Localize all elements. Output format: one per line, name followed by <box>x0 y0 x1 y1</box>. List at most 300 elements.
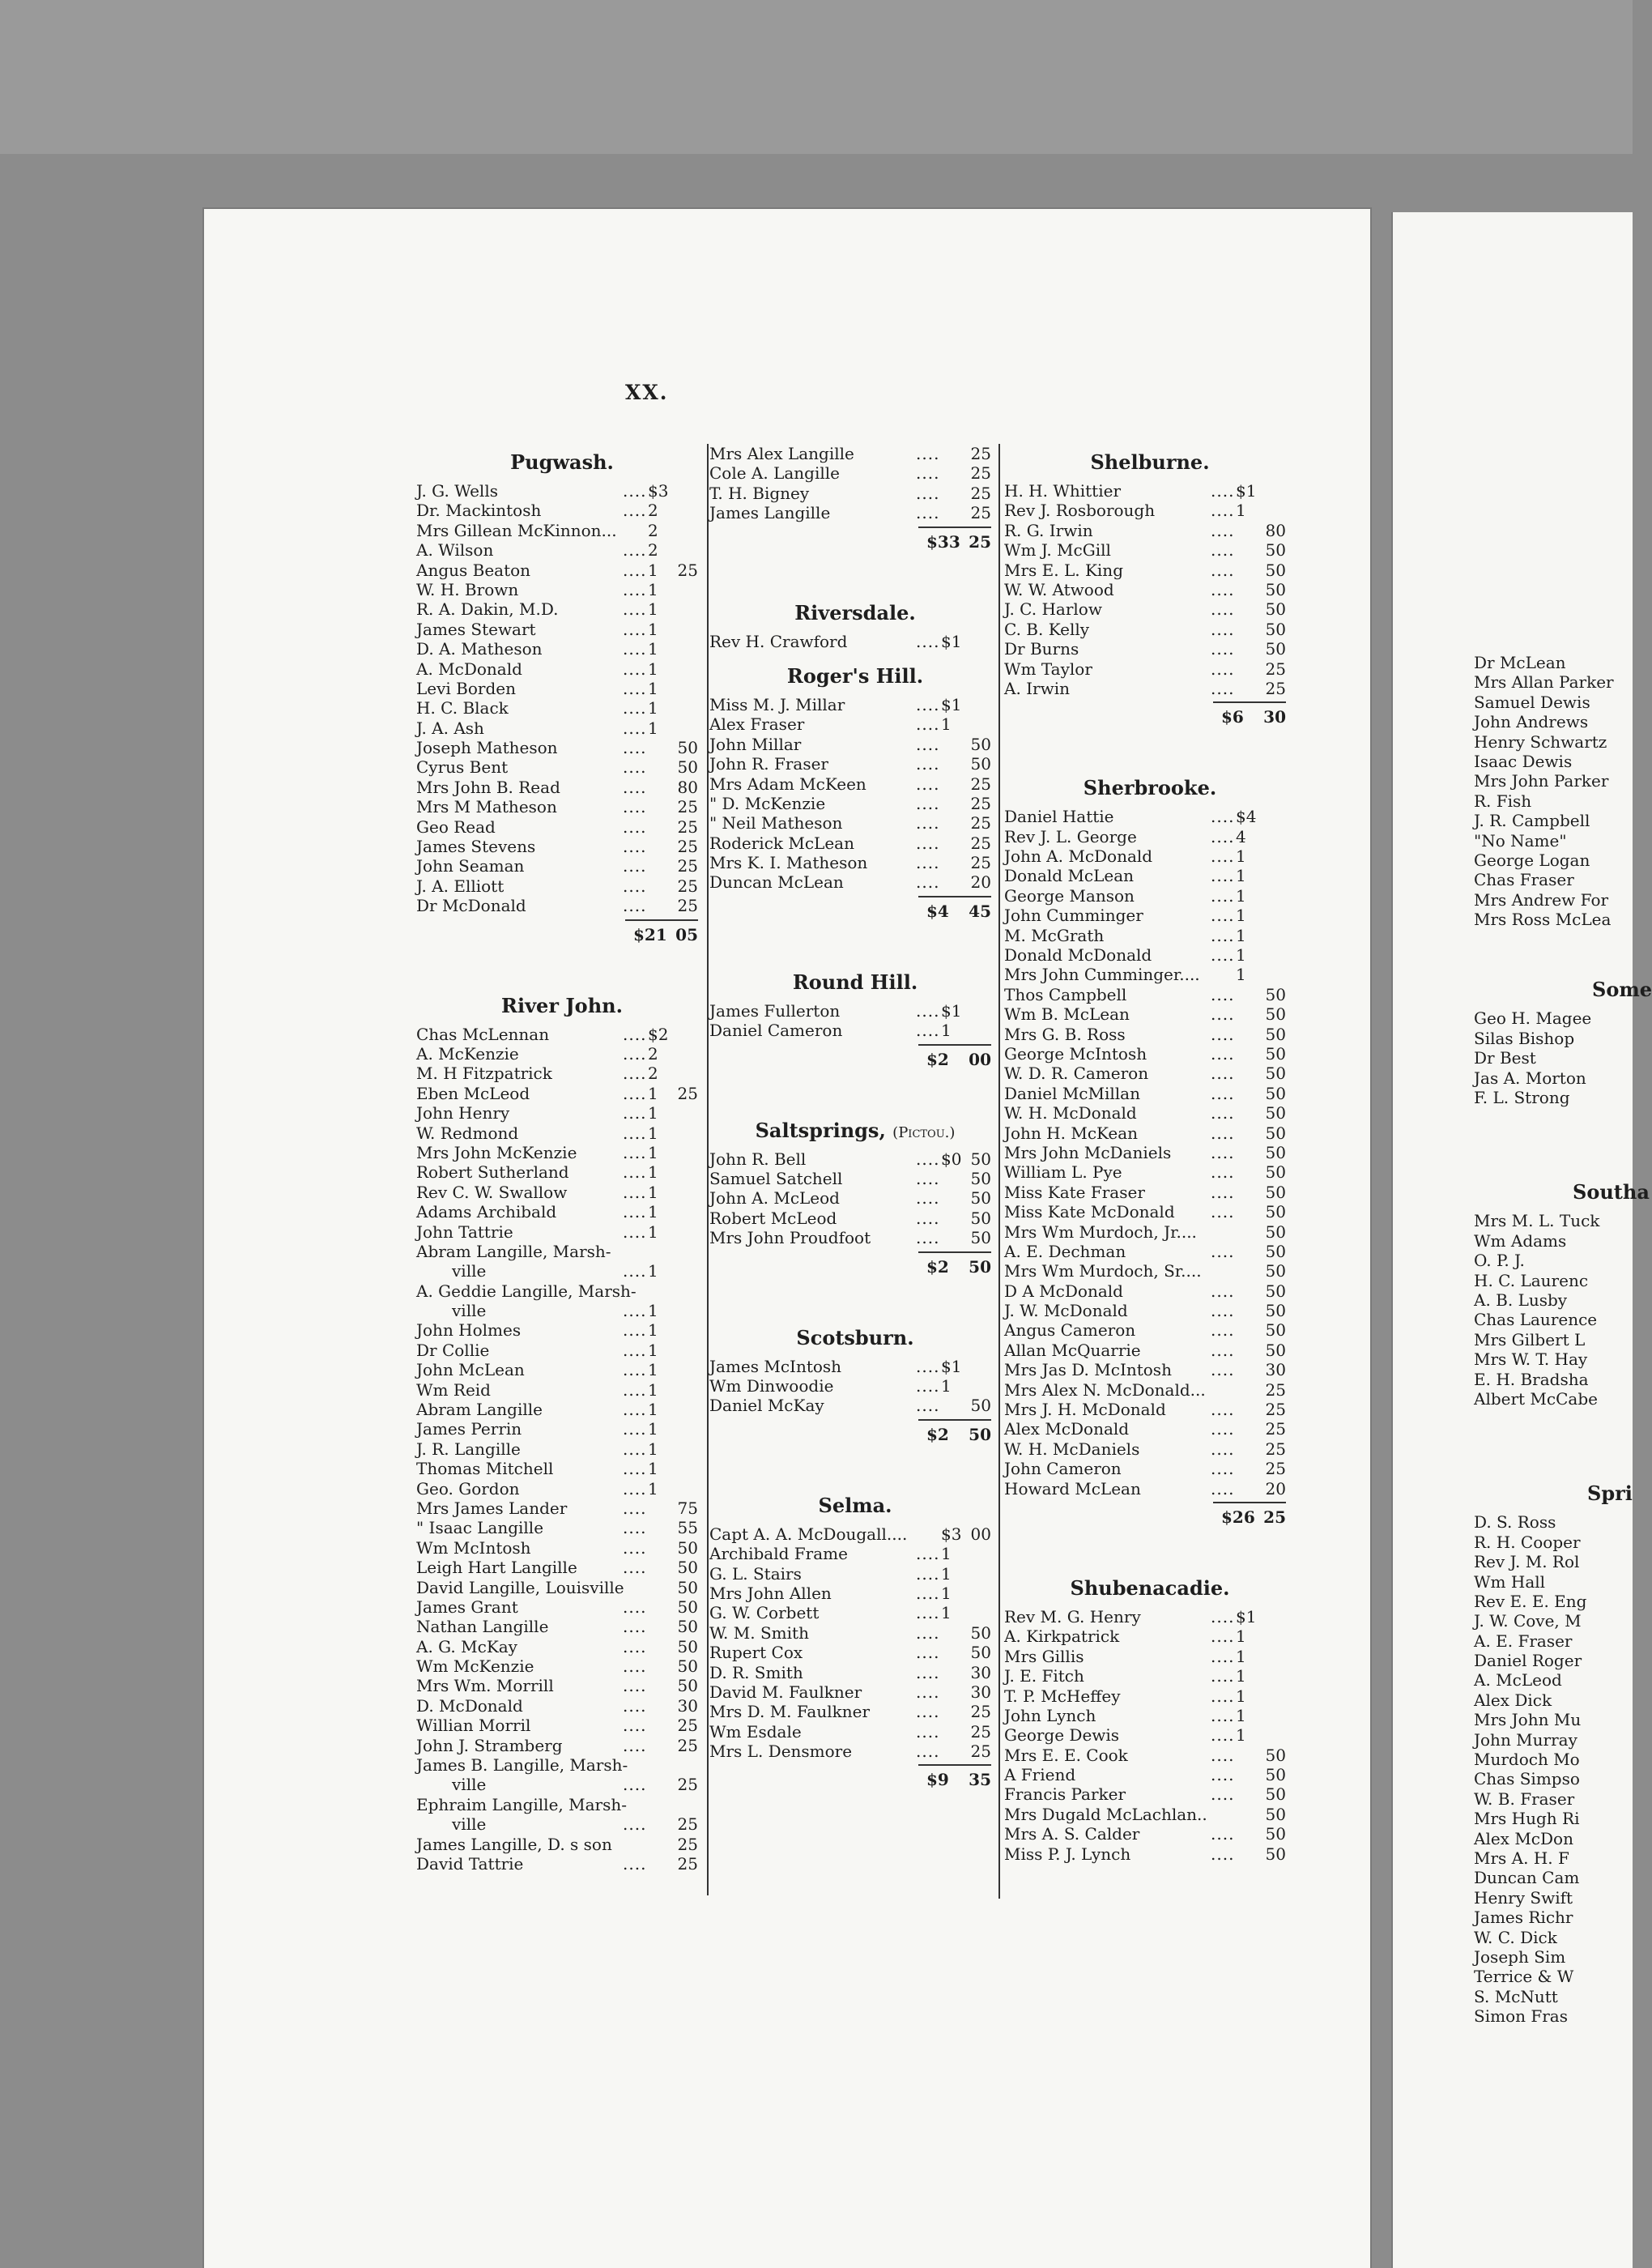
amount-cents: 50 <box>970 1643 991 1663</box>
amount-cents: 50 <box>1265 1745 1286 1765</box>
leader-dots: .... <box>623 698 647 718</box>
subscriber-name: Mrs Jas D. McIntosh <box>1004 1360 1172 1380</box>
subscriber-name: Alex McDon <box>1474 1828 1573 1848</box>
total-rule <box>1213 1502 1286 1503</box>
subscriber-name: Geo H. Magee <box>1474 1008 1592 1029</box>
amount-cents: 50 <box>1265 1221 1286 1242</box>
subscriber-row <box>416 1814 708 1834</box>
subscriber-name: D. R. Smith <box>709 1662 803 1682</box>
leader-dots: .... <box>623 1537 647 1558</box>
amount-dollars: 1 <box>1236 1626 1246 1647</box>
subscriber-row <box>709 1001 1001 1021</box>
subscriber-name: Francis Parker <box>1004 1784 1126 1805</box>
subscription-section <box>709 1326 1001 1481</box>
subscriber-name: Mrs E. L. King <box>1004 560 1123 580</box>
amount-dollars: 1 <box>1236 1725 1246 1746</box>
subscriber-name: Mrs John B. Read <box>416 777 560 797</box>
leader-dots: .... <box>1211 1478 1235 1498</box>
leader-dots: .... <box>1211 1043 1235 1064</box>
leader-dots: .... <box>623 1676 647 1696</box>
amount-dollars: $4 <box>1236 807 1257 827</box>
subscriber-name: John A. McLeod <box>709 1188 840 1209</box>
subscriber-name: Howard McLean <box>1004 1478 1141 1498</box>
amount-cents: 25 <box>677 1716 698 1736</box>
subscriber-row <box>1004 1419 1296 1439</box>
subscriber-name: Geo. Gordon <box>416 1478 520 1498</box>
subscriber-name: Chas Laurence <box>1474 1310 1598 1330</box>
subscriber-row <box>416 1736 708 1755</box>
subscriber-name: Angus Beaton <box>416 560 531 580</box>
subscriber-name: Eben McLeod <box>416 1083 530 1103</box>
amount-dollars: 2 <box>648 1064 658 1084</box>
subscriber-name: John R. Bell <box>709 1149 807 1169</box>
amount-dollars: $1 <box>941 631 962 651</box>
amount-dollars: 2 <box>648 540 658 561</box>
amount-cents: 50 <box>1265 599 1286 620</box>
subscriber-row <box>1004 1222 1296 1242</box>
page-number: XX. <box>625 381 669 404</box>
subscriber-row <box>1004 1064 1296 1083</box>
amount-dollars: 1 <box>1236 1686 1246 1706</box>
leader-dots: .... <box>916 1396 940 1416</box>
subscriber-row <box>709 1396 1001 1415</box>
subscriber-row <box>709 1149 1001 1169</box>
subscriber-row <box>416 599 708 619</box>
leader-dots: .... <box>623 1379 647 1400</box>
section-total <box>1004 706 1296 727</box>
amount-cents: 25 <box>970 774 991 794</box>
subscriber-name: Leigh Hart Langille <box>416 1558 577 1578</box>
subscriber-name: Angus Cameron <box>1004 1320 1136 1341</box>
leader-dots: .... <box>1211 885 1235 906</box>
subscriber-name: Albert McCabe <box>1474 1388 1598 1409</box>
leader-dots: .... <box>916 444 940 463</box>
leader-dots: .... <box>1211 1765 1235 1785</box>
subscriber-row <box>416 1419 708 1439</box>
subscriber-row <box>709 1169 1001 1188</box>
amount-cents: 50 <box>1265 1281 1286 1301</box>
subscriber-row <box>416 1380 708 1400</box>
subscriber-row <box>709 1209 1001 1228</box>
amount-cents: 30 <box>970 1662 991 1682</box>
amount-cents: 25 <box>677 1735 698 1755</box>
amount-dollars: 1 <box>648 1379 658 1400</box>
amount-cents: 25 <box>1265 1459 1286 1479</box>
amount-cents: 50 <box>1265 1202 1286 1222</box>
leader-dots: .... <box>623 1360 647 1380</box>
subscriber-name: James Grant <box>416 1597 518 1617</box>
subscriber-row <box>709 1682 1001 1702</box>
amount-dollars: 1 <box>941 1563 952 1584</box>
leader-dots: .... <box>916 1702 940 1722</box>
subscriber-row <box>1004 1765 1296 1784</box>
subscriber-row <box>416 876 708 896</box>
subscriber-name: Joseph Matheson <box>416 738 558 758</box>
leader-dots: .... <box>1211 1439 1235 1459</box>
subscriber-name: Dr Best <box>1474 1048 1536 1068</box>
subscriber-row <box>416 1518 708 1537</box>
subscriber-name: Wm B. McLean <box>1004 1004 1130 1025</box>
section-total <box>709 1769 1001 1790</box>
subscriber-name: R. A. Dakin, M.D. <box>416 599 559 620</box>
amount-cents: 50 <box>677 1597 698 1617</box>
subscriber-row <box>416 1261 708 1281</box>
subscriber-row <box>709 813 1001 833</box>
subscriber-name: Mrs Alex Langille <box>709 444 854 463</box>
amount-cents: 20 <box>970 872 991 893</box>
amount-cents: 50 <box>1265 1784 1286 1805</box>
amount-dollars: $1 <box>941 694 962 714</box>
subscriber-name: W. H. Brown <box>416 579 519 599</box>
subscriber-name: Mrs John Cumminger.... <box>1004 965 1200 985</box>
subscriber-name: A. E. Fraser <box>1474 1631 1573 1651</box>
subscriber-row <box>416 1025 708 1044</box>
leader-dots: .... <box>623 1478 647 1498</box>
leader-dots: .... <box>916 714 940 735</box>
amount-cents: 20 <box>1265 1478 1286 1498</box>
subscriber-name: Daniel Hattie <box>1004 807 1114 827</box>
subscriber-name: Dr Collie <box>416 1340 490 1360</box>
amount-dollars: 1 <box>648 1142 658 1162</box>
leader-dots: .... <box>623 1261 647 1281</box>
subscriber-row <box>709 503 1001 522</box>
subscriber-name: John J. Stramberg <box>416 1735 563 1755</box>
total-rule <box>918 526 991 528</box>
leader-dots: .... <box>1211 1459 1235 1479</box>
leader-dots: .... <box>623 1814 647 1835</box>
subscriber-row <box>416 580 708 599</box>
amount-cents: 25 <box>677 797 698 817</box>
amount-dollars: $1 <box>1236 1606 1257 1626</box>
amount-dollars: $1 <box>941 1356 962 1376</box>
leader-dots: .... <box>1211 1162 1235 1183</box>
subscriber-row <box>1004 886 1296 906</box>
subscriber-name: John Cameron <box>1004 1459 1122 1479</box>
leader-dots: .... <box>1211 659 1235 679</box>
subscriber-name: Silas Bishop <box>1474 1028 1575 1048</box>
leader-dots: .... <box>623 1636 647 1656</box>
total-cents: 00 <box>969 1049 991 1069</box>
amount-cents: 55 <box>677 1518 698 1538</box>
amount-dollars: 1 <box>648 678 658 698</box>
subscriber-row <box>416 778 708 797</box>
subscriber-row <box>709 484 1001 503</box>
subscriber-row <box>416 1578 708 1597</box>
leader-dots: .... <box>623 1221 647 1242</box>
subscriber-row <box>1004 1439 1296 1459</box>
amount-dollars: 1 <box>1236 885 1246 906</box>
leader-dots: .... <box>916 503 940 523</box>
leader-dots: .... <box>623 1597 647 1617</box>
amount-cents: 50 <box>677 1636 698 1656</box>
leader-dots: .... <box>623 1142 647 1162</box>
subscriber-name: A. B. Lusby <box>1474 1290 1568 1310</box>
leader-dots: .... <box>623 1775 647 1795</box>
subscriber-name: Rev M. G. Henry <box>1004 1606 1141 1626</box>
amount-dollars: 1 <box>1236 1646 1246 1666</box>
subscriber-name: John A. McDonald <box>1004 846 1153 867</box>
amount-dollars: 1 <box>648 560 658 580</box>
amount-cents: 50 <box>677 1676 698 1696</box>
total-dollars: $9 <box>926 1770 949 1790</box>
subscription-section <box>709 664 1001 957</box>
leader-dots: .... <box>623 1656 647 1677</box>
subscriber-row <box>1004 945 1296 965</box>
subscriber-name: A Friend <box>1004 1765 1076 1785</box>
amount-dollars: 1 <box>648 1478 658 1498</box>
section-total <box>709 1049 1001 1070</box>
amount-cents: 50 <box>677 738 698 758</box>
subscriber-name: Daniel McKay <box>709 1396 824 1416</box>
subscriber-row <box>416 856 708 876</box>
subscription-section <box>1004 776 1296 1563</box>
amount-cents: 25 <box>970 1702 991 1722</box>
subscriber-row <box>416 639 708 659</box>
subscriber-name: ville <box>452 1261 487 1281</box>
subscriber-row <box>1004 659 1296 679</box>
amount-dollars: $2 <box>648 1024 669 1044</box>
subscriber-name: Cole A. Langille <box>709 463 841 484</box>
amount-dollars: 1 <box>648 1221 658 1242</box>
amount-cents: 50 <box>1265 1083 1286 1103</box>
subscriber-row <box>1004 1844 1296 1864</box>
subscriber-name: Joseph Sim <box>1474 1946 1566 1967</box>
leader-dots: .... <box>916 853 940 873</box>
leader-dots: .... <box>623 1182 647 1202</box>
subscriber-name: Simon Fras <box>1474 2006 1568 2027</box>
amount-cents: 30 <box>1265 1360 1286 1380</box>
leader-dots: .... <box>916 1563 940 1584</box>
amount-cents: 50 <box>1265 1320 1286 1341</box>
amount-cents: 25 <box>970 463 991 484</box>
leader-dots: .... <box>1211 1686 1235 1706</box>
leader-dots: .... <box>916 774 940 794</box>
subscriber-name: Mrs Gillis <box>1004 1646 1084 1666</box>
subscriber-name: Mrs Andrew For <box>1474 889 1609 910</box>
section-total <box>1004 1507 1296 1528</box>
subscriber-name: A. E. Dechman <box>1004 1241 1126 1261</box>
leader-dots: .... <box>1211 1784 1235 1805</box>
total-dollars: $2 <box>926 1049 949 1069</box>
subscriber-name: M. H Fitzpatrick <box>416 1064 552 1084</box>
amount-cents: 80 <box>1265 520 1286 540</box>
subscriber-name: Robert Sutherland <box>416 1162 569 1183</box>
amount-cents: 50 <box>970 1149 991 1169</box>
section-title-text: Sherbrooke. <box>1083 776 1217 800</box>
amount-dollars: 4 <box>1236 826 1246 846</box>
subscriber-name: Murdoch Mo <box>1474 1750 1580 1770</box>
subscriber-name: Chas McLennan <box>416 1024 550 1044</box>
section-total <box>709 901 1001 922</box>
subscriber-name: D. A. Matheson <box>416 639 543 659</box>
total-dollars: $33 <box>926 531 960 552</box>
subscriber-name: Rev H. Crawford <box>709 631 848 651</box>
amount-dollars: 1 <box>941 1603 952 1623</box>
subscriber-name: Duncan McLean <box>709 872 844 893</box>
amount-dollars: 1 <box>648 599 658 620</box>
leader-dots: .... <box>1211 639 1235 659</box>
leader-dots: .... <box>916 1169 940 1189</box>
subscriber-row <box>416 1676 708 1695</box>
subscriber-name: Isaac Dewis <box>1474 751 1573 771</box>
leader-dots: .... <box>1211 945 1235 966</box>
subscriber-name: E. H. Bradsha <box>1474 1369 1589 1389</box>
leader-dots: .... <box>916 1721 940 1742</box>
amount-dollars: 1 <box>1236 846 1246 867</box>
leader-dots: .... <box>1211 1844 1235 1864</box>
subscriber-name: David M. Faulkner <box>709 1682 862 1702</box>
total-cents: 05 <box>675 924 698 944</box>
subscriber-name: Mrs Wm Murdoch, Jr.... <box>1004 1221 1197 1242</box>
subscriber-row <box>416 1044 708 1064</box>
leader-dots: .... <box>916 1000 940 1021</box>
subscriber-row <box>1004 561 1296 580</box>
section-title <box>709 1326 1001 1349</box>
subscriber-name: John Andrews <box>1474 712 1589 732</box>
subscriber-name: Mrs J. H. McDonald <box>1004 1400 1166 1420</box>
subscriber-row <box>416 1064 708 1083</box>
subscriber-row <box>416 1162 708 1182</box>
leader-dots: .... <box>1211 1666 1235 1686</box>
amount-cents: 50 <box>1265 1261 1286 1281</box>
subscriber-row <box>1004 1647 1296 1666</box>
subscriber-name: Dr McDonald <box>416 896 526 916</box>
subscriber-name: James Perrin <box>416 1419 522 1439</box>
amount-cents: 50 <box>970 1208 991 1228</box>
subscriber-row <box>1004 1004 1296 1024</box>
amount-cents: 50 <box>1265 560 1286 580</box>
subscriber-row <box>1004 965 1296 984</box>
leader-dots: .... <box>1211 1320 1235 1341</box>
amount-dollars: $1 <box>1236 481 1257 501</box>
amount-cents: 25 <box>970 503 991 523</box>
section-title-text: Saltsprings, <box>755 1118 886 1142</box>
amount-cents: 50 <box>970 1396 991 1416</box>
subscriber-row <box>416 1558 708 1577</box>
subscriber-name: Wm Dinwoodie <box>709 1375 834 1396</box>
amount-cents: 50 <box>677 1537 698 1558</box>
total-rule <box>918 896 991 897</box>
scan-background-band <box>0 0 1633 154</box>
leader-dots: .... <box>916 1662 940 1682</box>
subscriber-name: Mrs Wm Murdoch, Sr.... <box>1004 1261 1202 1281</box>
amount-dollars: 1 <box>648 619 658 639</box>
subscriber-row <box>416 679 708 698</box>
amount-cents: 25 <box>970 833 991 853</box>
amount-dollars: 1 <box>648 1320 658 1341</box>
subscriber-row <box>416 1597 708 1617</box>
section-title-text: Scotsburn. <box>796 1325 914 1349</box>
leader-dots: .... <box>916 1544 940 1564</box>
subscriber-name: Mrs John Mu <box>1474 1710 1582 1730</box>
subscriber-name: T. P. McHeffey <box>1004 1686 1121 1706</box>
subscriber-row <box>1004 1706 1296 1725</box>
leader-dots: .... <box>623 876 647 896</box>
amount-cents: 25 <box>970 1742 991 1762</box>
section-total <box>416 924 708 945</box>
subscriber-row <box>1004 1746 1296 1765</box>
subscriber-row <box>709 1623 1001 1643</box>
leader-dots: .... <box>1211 807 1235 827</box>
amount-cents: 25 <box>1265 1439 1286 1459</box>
subscriber-name: Thos Campbell <box>1004 984 1127 1004</box>
amount-dollars: 1 <box>648 1419 658 1439</box>
subscriber-row <box>709 774 1001 794</box>
subscriber-row <box>1004 1607 1296 1626</box>
leader-dots: .... <box>916 1149 940 1169</box>
subscriber-name: Mrs John Proudfoot <box>709 1228 871 1248</box>
subscriber-name: Wm Reid <box>416 1379 491 1400</box>
subscriber-name: Mrs M Matheson <box>416 797 557 817</box>
subscriber-name: Ephraim Langille, Marsh- <box>416 1794 627 1814</box>
subscriber-name: Cyrus Bent <box>416 757 509 778</box>
leader-dots: .... <box>916 734 940 754</box>
subscriber-name: James Stewart <box>416 619 536 639</box>
subscriber-name: Miss Kate McDonald <box>1004 1202 1175 1222</box>
amount-dollars: 1 <box>648 1459 658 1479</box>
subscriber-name: William L. Pye <box>1004 1162 1122 1183</box>
subscriber-row <box>709 853 1001 872</box>
subscriber-row <box>416 1360 708 1379</box>
subscriber-name: H. C. Laurenc <box>1474 1270 1589 1290</box>
leader-dots: .... <box>623 619 647 639</box>
amount-cents: 25 <box>970 1721 991 1742</box>
subscriber-name: Mrs D. M. Faulkner <box>709 1702 871 1722</box>
leader-dots: .... <box>623 1439 647 1459</box>
leader-dots: .... <box>1211 540 1235 561</box>
section-title: Southa <box>1573 1180 1650 1204</box>
subscriber-name: W. H. McDonald <box>1004 1103 1137 1123</box>
subscriber-row <box>709 1722 1001 1742</box>
leader-dots: .... <box>623 540 647 561</box>
subscriber-name: George Logan <box>1474 850 1590 870</box>
amount-cents: 50 <box>677 1577 698 1597</box>
leader-dots: .... <box>1211 1419 1235 1439</box>
amount-dollars: 1 <box>648 1103 658 1123</box>
subscriber-row <box>416 837 708 856</box>
leader-dots: .... <box>1211 1182 1235 1202</box>
amount-cents: 50 <box>1265 1004 1286 1025</box>
total-rule <box>1213 701 1286 703</box>
subscriber-row <box>416 1498 708 1518</box>
subscriber-row <box>416 521 708 540</box>
leader-dots: .... <box>623 816 647 837</box>
subscriber-row <box>709 833 1001 853</box>
subscriber-name: Wm J. McGill <box>1004 540 1111 561</box>
total-rule <box>918 1044 991 1046</box>
amount-dollars: 1 <box>648 659 658 679</box>
subscriber-row <box>1004 501 1296 520</box>
subscriber-row <box>416 718 708 738</box>
subscriber-name: J. A. Ash <box>416 718 484 738</box>
subscriber-row <box>416 1538 708 1558</box>
leader-dots: .... <box>1211 1626 1235 1647</box>
leader-dots: .... <box>623 1400 647 1420</box>
leader-dots: .... <box>623 738 647 758</box>
subscriber-row <box>709 463 1001 483</box>
subscriber-name: George Manson <box>1004 885 1135 906</box>
total-rule <box>918 1251 991 1253</box>
section-total <box>709 1424 1001 1445</box>
subscriber-row <box>709 1188 1001 1208</box>
subscriber-name: Mrs E. E. Cook <box>1004 1745 1128 1765</box>
subscriber-row <box>416 1755 708 1775</box>
subscriber-name: Levi Borden <box>416 678 516 698</box>
subscriber-name: O. P. J. <box>1474 1251 1525 1271</box>
subscription-section <box>416 994 708 1874</box>
subscriber-name: Mrs John Allen <box>709 1583 832 1603</box>
subscriber-row <box>416 1242 708 1261</box>
